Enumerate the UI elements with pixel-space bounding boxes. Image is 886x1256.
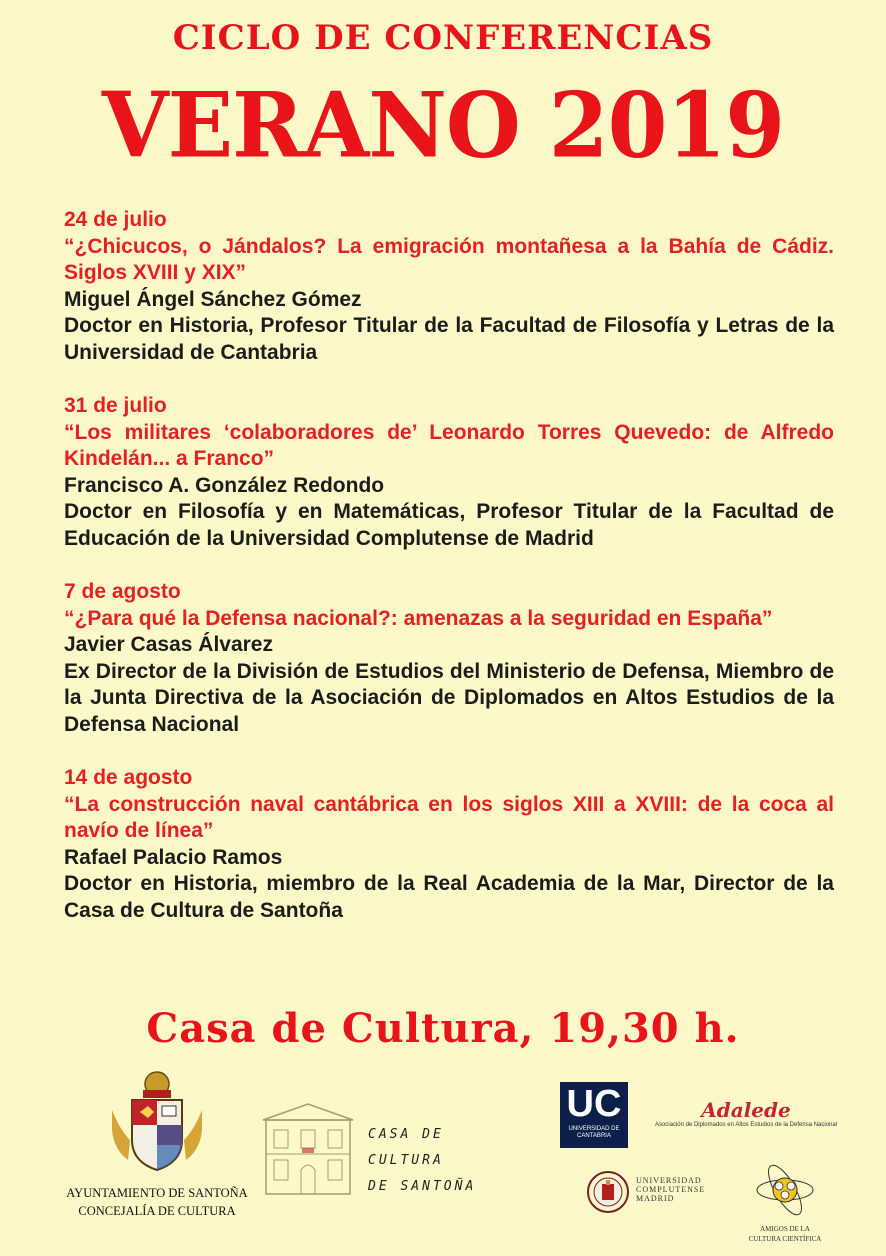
ucm-name [636,1176,705,1203]
ucm-line3: MADRID [636,1194,675,1203]
talk-date: 24 de julio [64,208,167,231]
talk-speaker-bio: Doctor en Historia, Profesor Titular de la Facultad de Filosofía y Letras de la Universidad de Cantabria [64,314,834,364]
talks-list [64,207,834,951]
amigos-logo [730,1162,840,1252]
talk-title: “¿Chicucos, o Jándalos? La emigración montañesa a la Bahía de Cádiz. Siglos XVIII y XIX” [64,234,834,284]
atom-icon [753,1162,817,1218]
uc-mark: UC [566,1083,622,1125]
talk-speaker: Javier Casas Álvarez [64,633,273,656]
talk-speaker-bio: Ex Director de la División de Estudios del Ministerio de Defensa, Miembro de la Junta Directiva de la Asociación de Diplomados en Altos Estudios de la Defensa Nacional [64,659,834,736]
adalede-name: Adalede [701,1098,791,1122]
ucm-line1: UNIVERSIDAD [636,1176,702,1185]
adalede-logo [646,1098,846,1128]
talk-item [64,393,834,552]
casa-cultura-logo [258,1100,498,1210]
talk-item [64,579,834,738]
talk-speaker-bio: Doctor en Historia, miembro de la Real Academia de la Mar, Director de la Casa de Cultura de Santoña [64,872,834,922]
talk-date: 14 de agosto [64,766,193,789]
talk-speaker: Rafael Palacio Ramos [64,845,283,869]
ayuntamiento-name: AYUNTAMIENTO DE SANTOÑA [66,1186,248,1200]
main-title: VERANO 2019 [101,72,785,179]
casa-cultura-line1: CASA DE CULTURA [368,1127,444,1168]
talk-title: “Los militares ‘colaboradores de’ Leonardo Torres Quevedo: de Alfredo Kindelán... a Franco” [64,420,834,470]
amigos-line1: AMIGOS DE LA [760,1225,810,1233]
ayuntamiento-logo [42,1070,272,1219]
talk-item [64,765,834,924]
talk-speaker: Francisco A. González Redondo [64,473,385,497]
ucm-line2: COMPLUTENSE [636,1185,706,1194]
ayuntamiento-dept: CONCEJALÍA DE CULTURA [78,1204,236,1218]
casa-cultura-line2: DE SANTOÑA [368,1179,477,1194]
talk-speaker-bio: Doctor en Filosofía y en Matemáticas, Profesor Titular de la Facultad de Educación de la Universidad Complutense de Madrid [64,500,834,550]
talk-title: “La construcción naval cantábrica en los siglos XIII a XVIII: de la coca al navío de línea” [64,792,834,842]
uc-logo [560,1082,628,1148]
talk-date: 31 de julio [64,394,167,417]
talk-title: “¿Para qué la Defensa nacional?: amenazas a la seguridad en España” [64,606,773,630]
venue-time: Casa de Cultura, 19,30 h. [146,1005,740,1052]
coat-of-arms-icon [102,1070,212,1178]
cycle-title: CICLO DE CONFERENCIAS [172,18,714,58]
casa-cultura-label [368,1122,498,1200]
amigos-line2: CULTURA CIENTÍFICA [748,1235,822,1243]
adalede-subtitle: Asociación de Diplomados en Altos Estudios de la Defensa Nacional [654,1122,838,1128]
talk-speaker: Miguel Ángel Sánchez Gómez [64,287,362,311]
uc-subtitle: UNIVERSIDAD DE CANTABRIA [568,1126,620,1139]
talk-date: 7 de agosto [64,580,181,603]
ucm-logo [586,1170,726,1220]
sponsor-logos [0,1070,886,1256]
ucm-seal-icon [586,1170,630,1214]
talk-item [64,207,834,366]
building-icon [258,1100,358,1200]
